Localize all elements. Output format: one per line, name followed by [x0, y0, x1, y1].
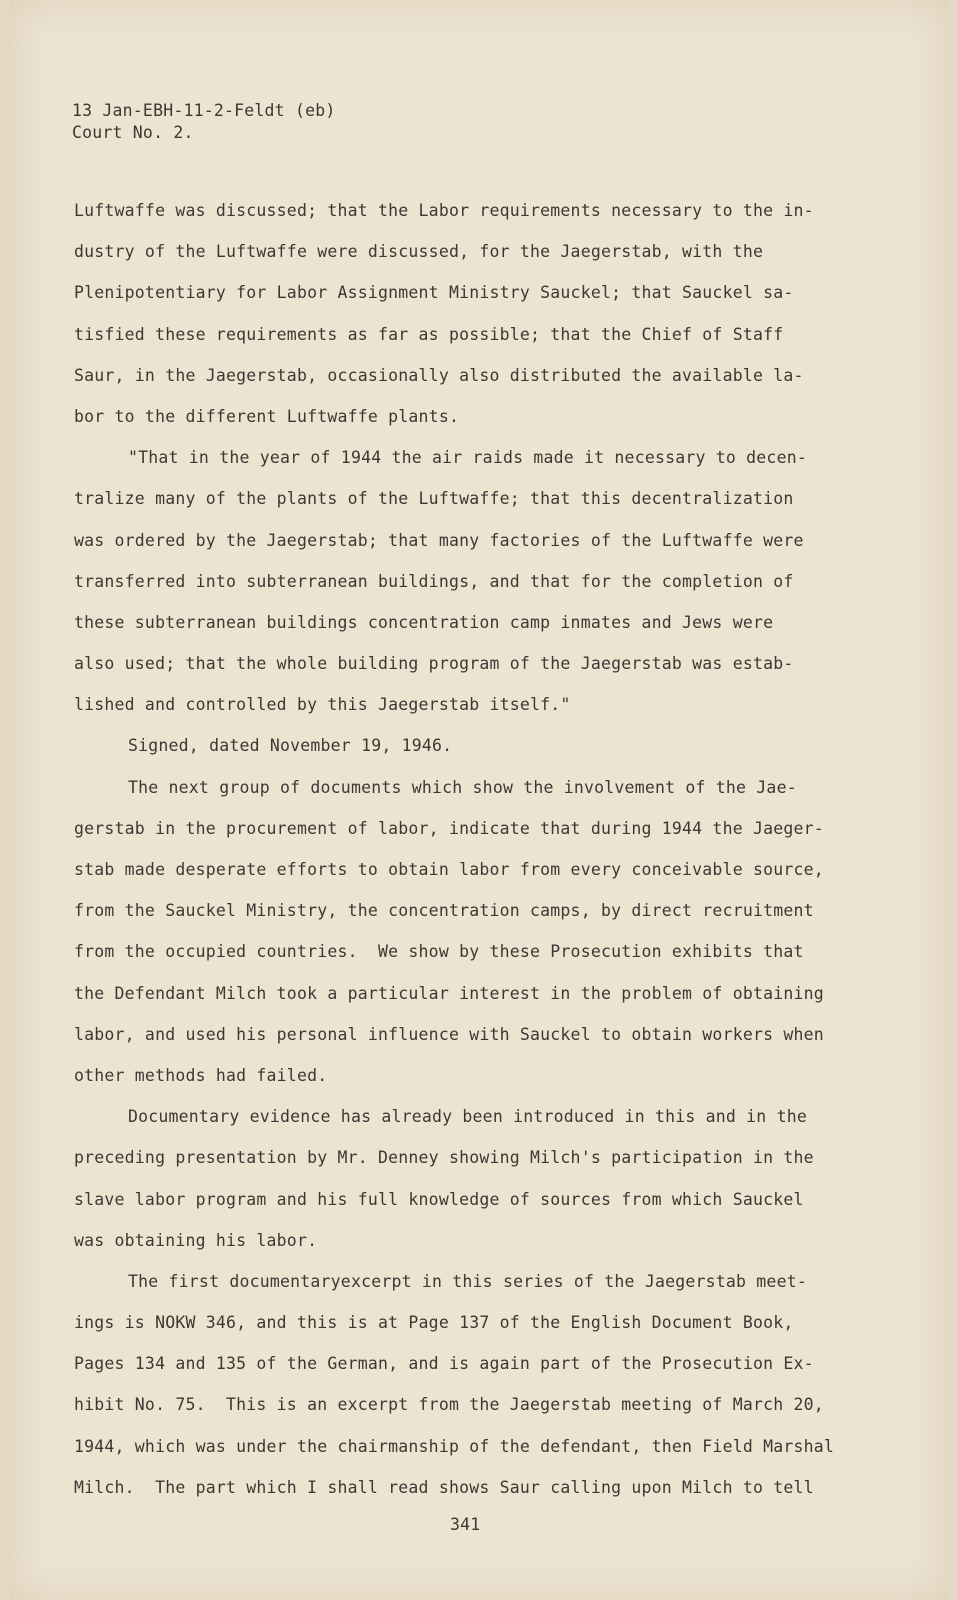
text-line: Luftwaffe was discussed; that the Labor requirements necessary to the in- [74, 201, 814, 220]
document-header [72, 100, 335, 144]
text-line: Plenipotentiary for Labor Assignment Ministry Sauckel; that Sauckel sa- [74, 283, 794, 303]
header-court: Court No. 2. [72, 123, 194, 142]
text-line: preceding presentation by Mr. Denney showing Milch's participation in the [74, 1148, 814, 1168]
text-line: Saur, in the Jaegerstab, occasionally also distributed the available la- [74, 365, 804, 385]
text-line: gerstab in the procurement of labor, indicate that during 1944 the Jaeger- [74, 818, 824, 838]
text-line: Documentary evidence has already been introduced in this and in the [128, 1107, 807, 1127]
text-line: lished and controlled by this Jaegerstab itself." [74, 695, 571, 715]
text-line: slave labor program and his full knowledge of sources from which Sauckel [74, 1189, 804, 1209]
document-page [10, 0, 947, 1600]
text-line: the Defendant Milch took a particular interest in the problem of obtaining [74, 983, 824, 1003]
page-number: 341 [450, 1515, 481, 1534]
text-line: stab made desperate efforts to obtain labor from every conceivable source, [74, 860, 824, 879]
text-line: "That in the year of 1944 the air raids made it necessary to decen- [128, 448, 807, 468]
text-line: transferred into subterranean buildings, and that for the completion of [74, 571, 794, 591]
text-line: also used; that the whole building program of the Jaegerstab was estab- [74, 654, 794, 674]
text-line: other methods had failed. [74, 1065, 328, 1085]
text-line: Milch. The part which I shall read shows Saur calling upon Milch to tell [74, 1477, 814, 1497]
text-line: bor to the different Luftwaffe plants. [74, 406, 460, 426]
text-line: 1944, which was under the chairmanship of the defendant, then Field Marshal [74, 1436, 835, 1456]
text-line: Signed, dated November 19, 1946. [128, 736, 453, 756]
text-line: these subterranean buildings concentration camp inmates and Jews were [74, 612, 774, 632]
text-line: tisfied these requirements as far as possible; that the Chief of Staff [74, 324, 784, 344]
text-line: was ordered by the Jaegerstab; that many factories of the Luftwaffe were [74, 530, 804, 550]
text-line: was obtaining his labor. [74, 1230, 318, 1250]
text-line: hibit No. 75. This is an excerpt from the Jaegerstab meeting of March 20, [74, 1395, 824, 1415]
text-line: tralize many of the plants of the Luftwaffe; that this decentralization [74, 489, 794, 509]
header-reference: 13 Jan-EBH-11-2-Feldt (eb) [72, 101, 336, 120]
text-line: The next group of documents which show the involvement of the Jae- [128, 777, 797, 797]
text-line: from the occupied countries. We show by these Prosecution exhibits that [74, 942, 804, 962]
text-line: ings is NOKW 346, and this is at Page 137 of the English Document Book, [74, 1313, 794, 1333]
text-line: dustry of the Luftwaffe were discussed, for the Jaegerstab, with the [74, 242, 764, 262]
text-line: labor, and used his personal influence with Sauckel to obtain workers when [74, 1024, 824, 1044]
text-line: from the Sauckel Ministry, the concentration camps, by direct recruitment [74, 901, 814, 921]
text-line: Pages 134 and 135 of the German, and is again part of the Prosecution Ex- [74, 1354, 814, 1374]
transcript-body [74, 190, 874, 1508]
text-line: The first documentaryexcerpt in this series of the Jaegerstab meet- [128, 1271, 807, 1291]
